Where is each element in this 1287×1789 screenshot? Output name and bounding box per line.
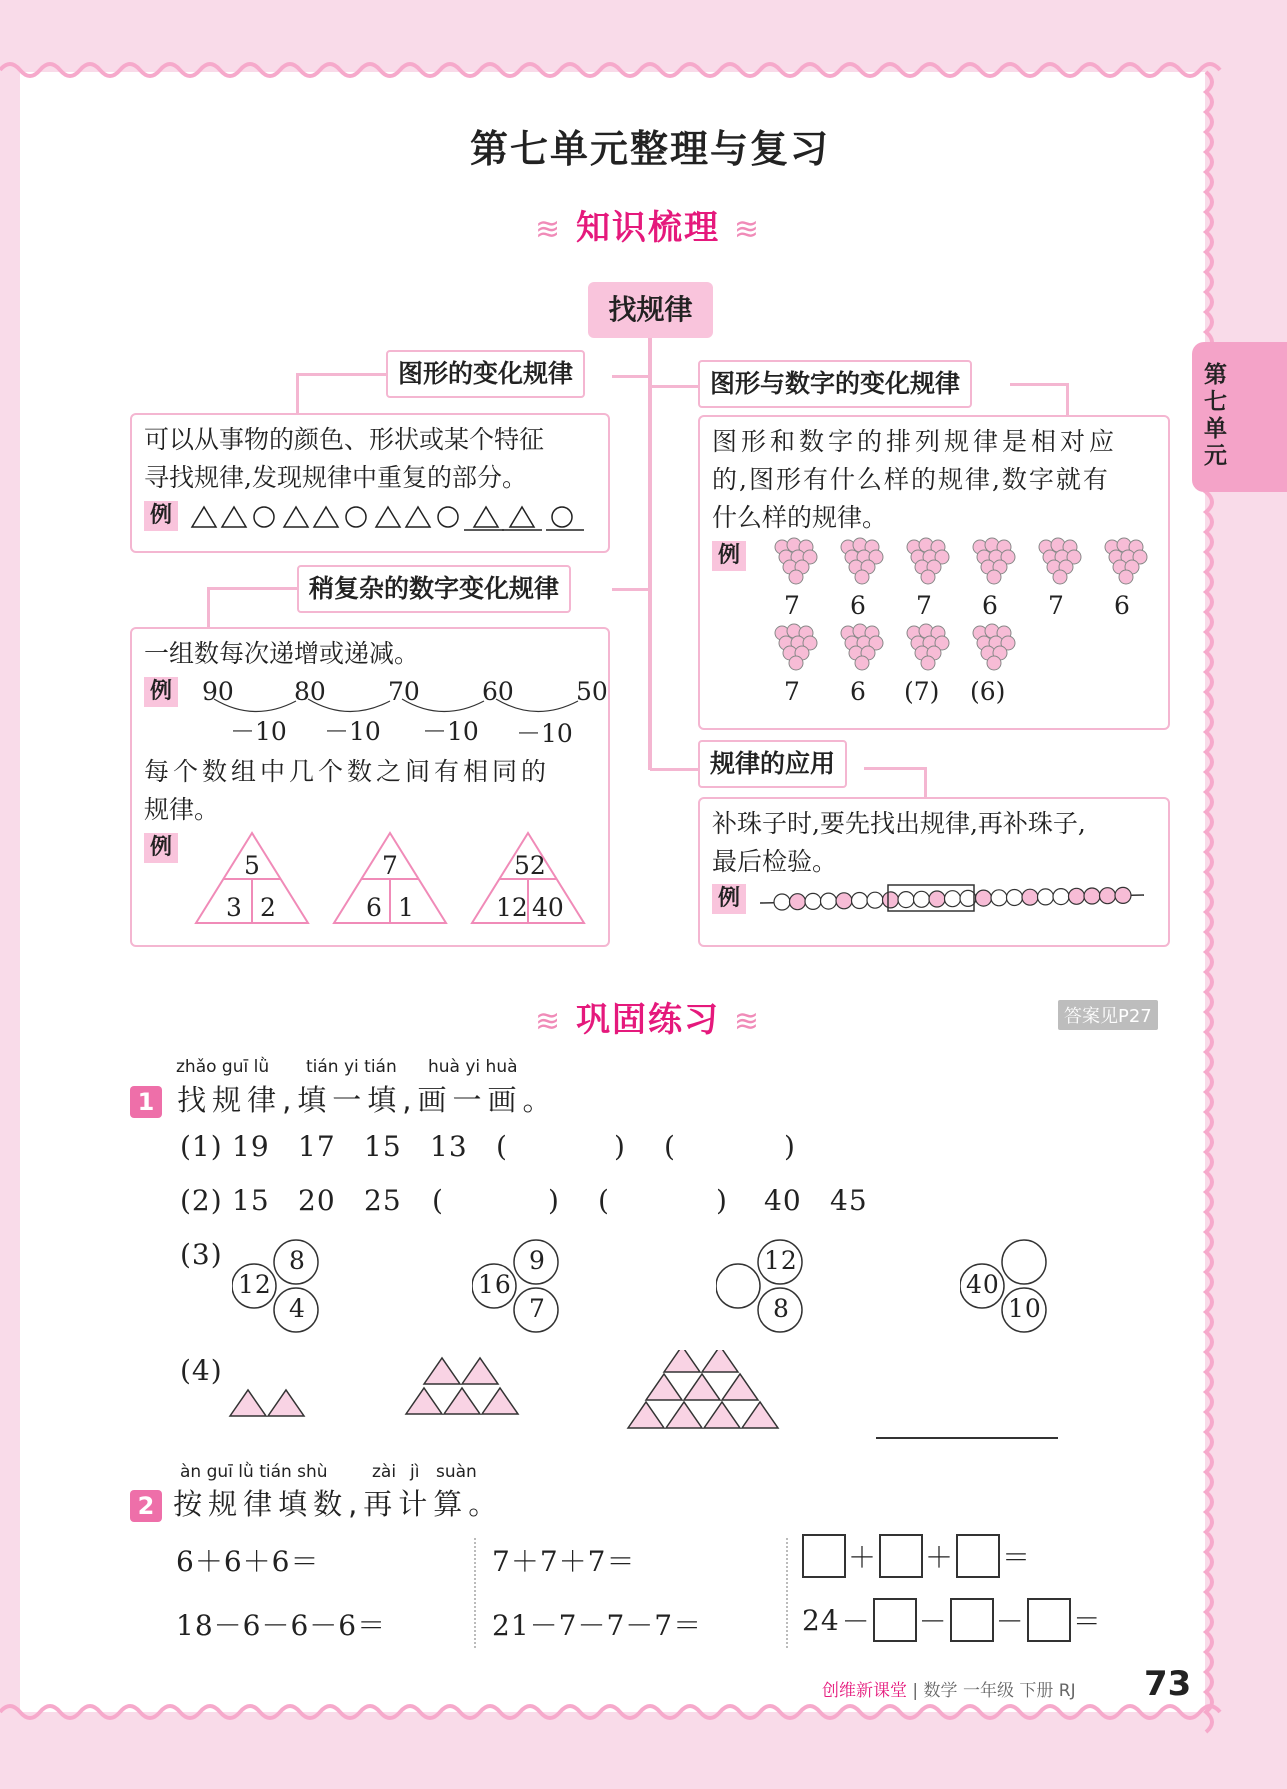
bead-string-icon <box>752 881 1152 917</box>
pink-triangle-icon <box>230 1390 266 1416</box>
bead-icon <box>898 892 914 908</box>
question-2 <box>130 1482 503 1523</box>
seq-diff: －10 <box>230 717 287 746</box>
connector-line <box>864 767 926 770</box>
grape-number: (6) <box>970 677 1006 706</box>
footer-separator: | <box>912 1681 919 1701</box>
answer-reference-badge: 答案见P27 <box>1058 1000 1158 1030</box>
pink-triangle-icon <box>628 1402 664 1428</box>
grape-bunch-icon <box>1105 538 1147 584</box>
grape-number: 7 <box>916 591 932 620</box>
box-text: 什么样的规律。 <box>712 503 888 532</box>
grape-number: 7 <box>784 677 800 706</box>
connector-line <box>612 375 652 378</box>
bead-icon <box>976 890 992 906</box>
seq-number: 70 <box>388 677 420 706</box>
column-divider <box>474 1538 476 1648</box>
box-equation-sub <box>802 1598 1102 1642</box>
answer-blank[interactable]: ( <box>432 1184 444 1217</box>
box-text: 可以从事物的颜色、形状或某个特征 <box>144 425 545 454</box>
answer-blank[interactable]: ) <box>548 1184 560 1217</box>
grape-number: (7) <box>904 677 940 706</box>
answer-box[interactable] <box>956 1534 1000 1578</box>
bead-icon <box>790 894 806 910</box>
part-label: (4) <box>180 1354 223 1387</box>
number-sequence <box>144 673 608 753</box>
answer-box[interactable] <box>950 1598 994 1642</box>
operator: － <box>918 1605 948 1638</box>
mindmap-box-number-pattern <box>130 627 610 947</box>
bead-icon <box>1038 889 1054 905</box>
bead-icon <box>914 891 930 907</box>
grape-examples <box>712 537 1156 707</box>
seq-number: 13 <box>430 1130 468 1163</box>
triangle-left: 6 <box>366 893 382 922</box>
q1-part1 <box>180 1130 796 1163</box>
pinyin: zài <box>372 1462 397 1482</box>
seq-number: 15 <box>232 1184 270 1217</box>
connector-line <box>650 768 698 771</box>
number-circle-group <box>960 1236 1050 1336</box>
seq-number: 50 <box>576 677 608 706</box>
pink-triangle-icon <box>462 1358 498 1384</box>
question-number-badge: 2 <box>130 1490 162 1522</box>
bead-icon <box>883 892 899 908</box>
grape-number: 6 <box>1114 591 1130 620</box>
bead-icon <box>1115 887 1131 903</box>
box-text: 规律。 <box>144 795 220 824</box>
answer-blank[interactable]: ) <box>784 1130 796 1163</box>
seq-diff: －10 <box>516 719 573 748</box>
operator: － <box>995 1605 1025 1638</box>
grape-bunch-icon <box>973 538 1015 584</box>
mindmap-label-shape-number: 图形与数字的变化规律 <box>698 360 972 408</box>
circle-bottom-value: 10 <box>1008 1294 1042 1323</box>
footer-book-info: 数学 一年级 下册 RJ <box>923 1681 1076 1701</box>
grape-number: 6 <box>850 591 866 620</box>
triangle-top: 7 <box>382 851 398 880</box>
part-label: (2) <box>180 1184 223 1217</box>
box-text: 一组数每次递增或递减。 <box>144 639 420 668</box>
example-tag: 例 <box>144 677 178 707</box>
footer-info <box>822 1676 1076 1701</box>
bead-icon <box>836 893 852 909</box>
example-tag: 例 <box>712 541 746 571</box>
box-equation-add <box>802 1534 1031 1578</box>
seq-number: 17 <box>298 1130 336 1163</box>
operator: ＋ <box>848 1541 878 1574</box>
circle-left-value: 12 <box>238 1270 272 1299</box>
box-text: 补珠子时,要先找出规律,再补珠子, <box>712 809 1086 838</box>
triangle-right: 40 <box>532 893 564 922</box>
triangle-top: 5 <box>244 851 260 880</box>
operator: ＋ <box>925 1541 955 1574</box>
triangle-top: 52 <box>514 851 546 880</box>
answer-box[interactable] <box>802 1534 846 1578</box>
pinyin: zhǎo guī lǜ <box>176 1057 270 1077</box>
seq-number: 60 <box>482 677 514 706</box>
pink-triangle-icon <box>406 1388 442 1414</box>
answer-blank[interactable]: ) <box>716 1184 728 1217</box>
circle-top-value: 8 <box>289 1246 306 1275</box>
pink-triangle-icon <box>444 1388 480 1414</box>
box-text: 的,图形有什么样的规律,数字就有 <box>712 465 1110 494</box>
example-tag: 例 <box>144 501 178 531</box>
wave-decoration-icon: ≋ <box>733 212 761 247</box>
mindmap-label-number-pattern: 稍复杂的数字变化规律 <box>297 565 571 613</box>
pinyin: huà yi huà <box>428 1057 518 1077</box>
triangle-left: 3 <box>226 893 242 922</box>
grape-bunch-icon <box>907 624 949 670</box>
pinyin: tián yi tián <box>306 1057 397 1077</box>
number-circle-group <box>472 1236 562 1336</box>
answer-line[interactable] <box>876 1437 1058 1439</box>
triangle-right: 2 <box>260 893 276 922</box>
grape-bunch-icon <box>841 624 883 670</box>
operator: ＝ <box>1072 1605 1102 1638</box>
connector-line <box>924 767 927 797</box>
circle-bottom-value: 4 <box>289 1294 306 1323</box>
pink-triangle-icon <box>722 1374 758 1400</box>
grape-bunch-icon <box>973 624 1015 670</box>
connector-line <box>207 587 299 590</box>
seq-number: 90 <box>202 677 234 706</box>
pink-triangle-icon <box>684 1374 720 1400</box>
question-1 <box>130 1078 558 1119</box>
connector-line <box>648 338 652 770</box>
part-label: (1) <box>180 1130 223 1163</box>
box-text: 寻找规律,发现规律中重复的部分。 <box>144 463 527 492</box>
mindmap-root: 找规律 <box>588 282 713 338</box>
grape-number: 7 <box>1048 591 1064 620</box>
pinyin: àn guī lǜ tián shù <box>180 1462 328 1482</box>
mindmap-box-application <box>698 797 1170 947</box>
part-label: (3) <box>180 1238 223 1271</box>
pink-triangle-icon <box>424 1358 460 1384</box>
circle-bottom-value: 7 <box>529 1294 546 1323</box>
box-text: 最后检验。 <box>712 847 838 876</box>
number-circle-group <box>716 1236 806 1336</box>
pink-triangle-icon <box>666 1402 702 1428</box>
question-number-badge: 1 <box>130 1086 162 1118</box>
equation-start: 24 <box>802 1603 840 1637</box>
grape-number: 7 <box>784 591 800 620</box>
grape-bunch-icon <box>841 538 883 584</box>
connector-line <box>296 373 388 376</box>
pink-triangle-icon <box>664 1350 700 1372</box>
seq-number: 40 <box>764 1184 802 1217</box>
answer-blank[interactable]: ) <box>614 1130 626 1163</box>
circle-top-value: 12 <box>764 1246 798 1275</box>
bead-icon <box>1084 888 1100 904</box>
pink-triangle-icon <box>702 1350 738 1372</box>
grape-bunch-icon <box>907 538 949 584</box>
equation: 7＋7＋7＝ <box>492 1545 636 1578</box>
question-text: 找规律,填一填,画一画。 <box>177 1083 558 1117</box>
connector-line <box>1010 383 1068 386</box>
operator: ＝ <box>1002 1541 1032 1574</box>
pink-triangle-icon <box>482 1388 518 1414</box>
wave-decoration-icon: ≋ <box>535 212 563 247</box>
mindmap-label-shape-pattern: 图形的变化规律 <box>386 350 585 398</box>
operator: － <box>841 1605 871 1638</box>
circle-left-value: 16 <box>478 1270 512 1299</box>
answer-box[interactable] <box>879 1534 923 1578</box>
bead-icon <box>1007 890 1023 906</box>
example-tag: 例 <box>712 884 746 914</box>
seq-diff: －10 <box>324 717 381 746</box>
answer-blank[interactable]: ( <box>664 1130 676 1163</box>
column-divider <box>786 1538 788 1648</box>
page-title: 第七单元整理与复习 <box>469 127 830 171</box>
pink-triangle-icon <box>704 1402 740 1428</box>
grape-bunch-icon <box>775 624 817 670</box>
section-title-text: 巩固练习 <box>575 1000 720 1040</box>
triangle-left: 12 <box>496 893 528 922</box>
section-title-practice <box>535 992 761 1041</box>
mindmap-box-shape-number <box>698 415 1170 730</box>
seq-number: 20 <box>298 1184 336 1217</box>
bead-icon <box>805 893 821 909</box>
seq-number: 45 <box>830 1184 868 1217</box>
wave-decoration-icon: ≋ <box>733 1004 761 1039</box>
circle-top-value: 9 <box>529 1246 546 1275</box>
circle-bottom-value: 8 <box>773 1294 790 1323</box>
section-title-knowledge <box>535 200 761 249</box>
bead-icon <box>867 892 883 908</box>
shape-sequence-icon <box>188 501 588 531</box>
answer-blank[interactable]: ( <box>598 1184 610 1217</box>
seq-number: 15 <box>364 1130 402 1163</box>
bead-icon <box>991 890 1007 906</box>
bead-icon <box>774 894 790 910</box>
unit-side-tab <box>1192 342 1287 492</box>
seq-diff: －10 <box>422 717 479 746</box>
answer-blank[interactable]: ( <box>496 1130 508 1163</box>
grape-bunch-icon <box>775 538 817 584</box>
bead-icon <box>929 891 945 907</box>
triangle-examples <box>144 829 596 929</box>
grape-bunch-icon <box>1039 538 1081 584</box>
pink-triangle-icon <box>742 1402 778 1428</box>
bead-icon <box>1022 889 1038 905</box>
unit-side-tab-label: 第七单元 <box>1204 362 1227 469</box>
equation: 6＋6＋6＝ <box>176 1545 320 1578</box>
equation: 18－6－6－6＝ <box>176 1609 387 1642</box>
example-tag: 例 <box>144 833 178 863</box>
mindmap-label-application: 规律的应用 <box>698 740 847 788</box>
pinyin: suàn <box>436 1462 477 1482</box>
box-text: 图形和数字的排列规律是相对应 <box>712 427 1119 456</box>
mindmap-box-shape-pattern <box>130 413 610 553</box>
number-circle-group <box>232 1236 322 1336</box>
page-number: 73 <box>1144 1664 1192 1704</box>
connector-line <box>296 373 299 415</box>
wave-decoration-icon: ≋ <box>535 1004 563 1039</box>
answer-box[interactable] <box>873 1598 917 1642</box>
grape-number: 6 <box>982 591 998 620</box>
section-title-text: 知识梳理 <box>575 208 720 248</box>
triangle-right: 1 <box>398 893 414 922</box>
bead-icon <box>945 891 961 907</box>
triangle-pattern-icon <box>228 1350 1068 1430</box>
bead-icon <box>1100 888 1116 904</box>
equation: 21－7－7－7＝ <box>492 1609 703 1642</box>
connector-line <box>650 385 698 388</box>
pink-triangle-icon <box>646 1374 682 1400</box>
connector-line <box>207 587 210 629</box>
seq-number: 19 <box>232 1130 270 1163</box>
bead-icon <box>852 893 868 909</box>
seq-number: 25 <box>364 1184 402 1217</box>
q1-part2 <box>180 1184 868 1217</box>
question-text: 按规律填数,再计算。 <box>173 1487 504 1521</box>
connector-line <box>612 588 652 591</box>
bead-icon <box>1069 888 1085 904</box>
circle-left-value: 40 <box>966 1270 1000 1299</box>
box-text: 每个数组中几个数之间有相同的 <box>144 757 551 786</box>
grape-number: 6 <box>850 677 866 706</box>
connector-line <box>1066 383 1069 415</box>
bead-icon <box>821 893 837 909</box>
seq-number: 80 <box>294 677 326 706</box>
pinyin: jì <box>410 1462 420 1482</box>
bead-icon <box>1053 889 1069 905</box>
pink-triangle-icon <box>268 1390 304 1416</box>
answer-box[interactable] <box>1027 1598 1071 1642</box>
footer-brand: 创维新课堂 <box>822 1681 907 1701</box>
